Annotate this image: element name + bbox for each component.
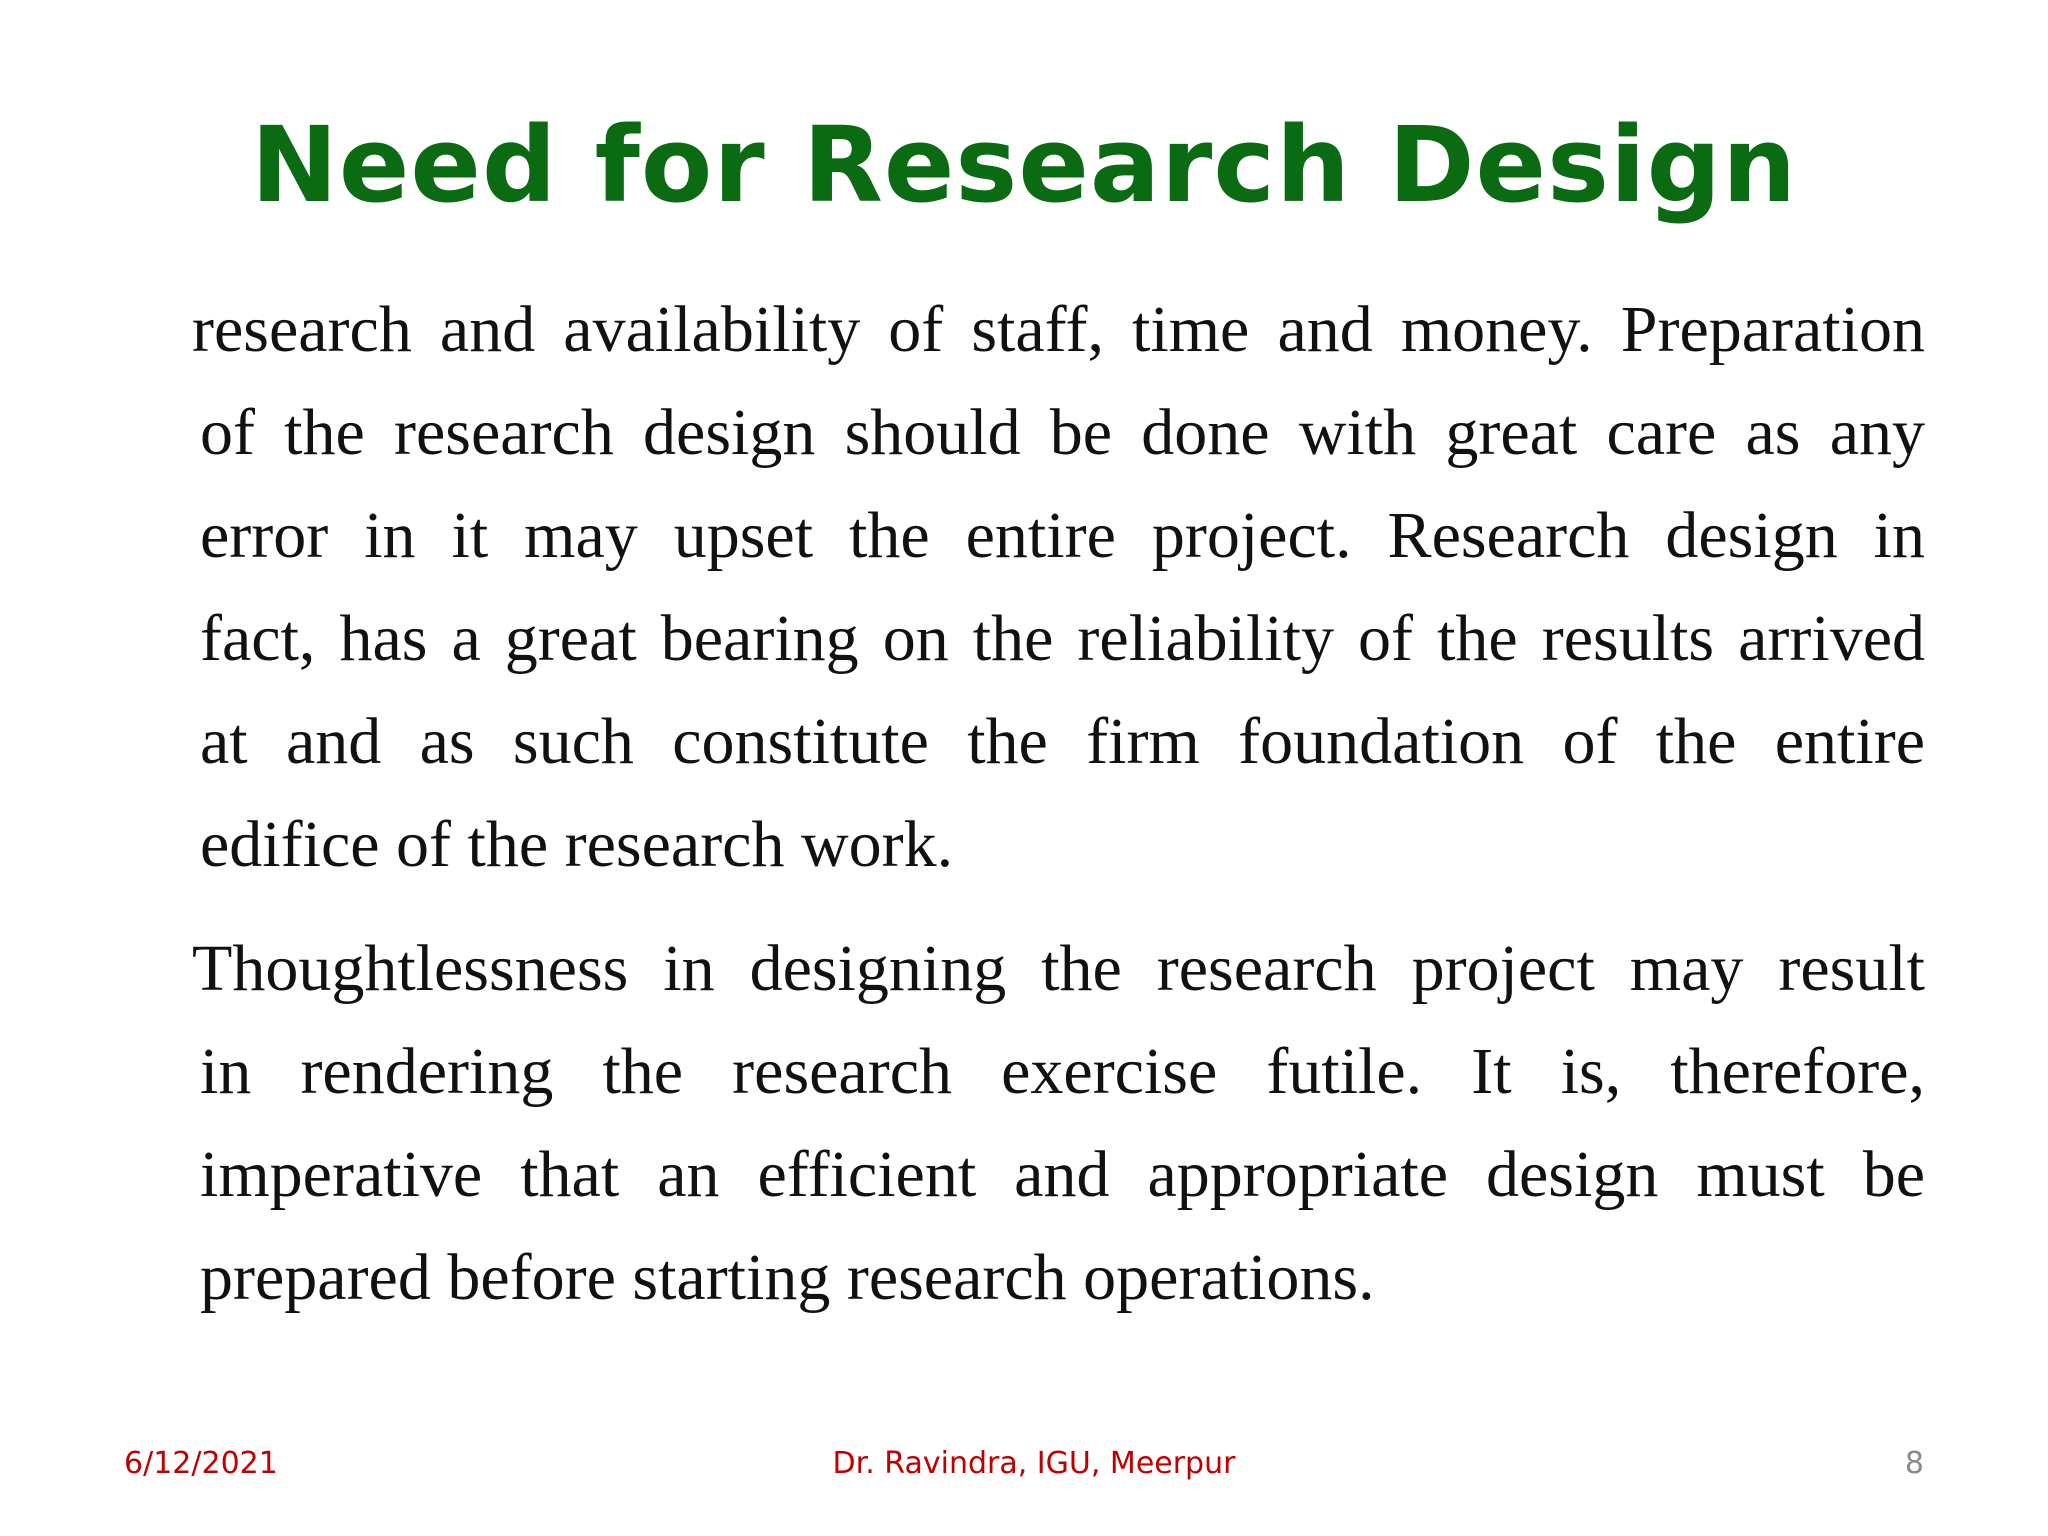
- paragraph-line: of the research design should be done with great care as any: [200, 396, 1925, 469]
- footer-author: Dr. Ravindra, IGU, Meerpur: [832, 1446, 1236, 1481]
- paragraph-line: in rendering the research exercise futile. It is, therefore,: [200, 1035, 1925, 1108]
- paragraph-line: prepared before starting research operations.: [200, 1241, 1375, 1314]
- paragraph-1: [192, 278, 1925, 896]
- paragraph-line: edifice of the research work.: [200, 808, 954, 881]
- footer-date: 6/12/2021: [124, 1446, 278, 1481]
- paragraph-line: research and availability of staff, time and money. Preparation: [192, 293, 1925, 366]
- paragraph-line: fact, has a great bearing on the reliability of the results arrived: [200, 602, 1925, 675]
- slide-title: Need for Research Design: [250, 104, 1798, 226]
- paragraph-line: Thoughtlessness in designing the research project may result: [192, 932, 1925, 1005]
- paragraph-line: at and as such constitute the firm foundation of the entire: [200, 705, 1925, 778]
- paragraph-line: imperative that an efficient and appropriate design must be: [200, 1138, 1925, 1211]
- paragraph-2: [192, 917, 1925, 1329]
- page-number: 8: [1904, 1446, 1924, 1481]
- paragraph-line: error in it may upset the entire project. Research design in: [200, 499, 1925, 572]
